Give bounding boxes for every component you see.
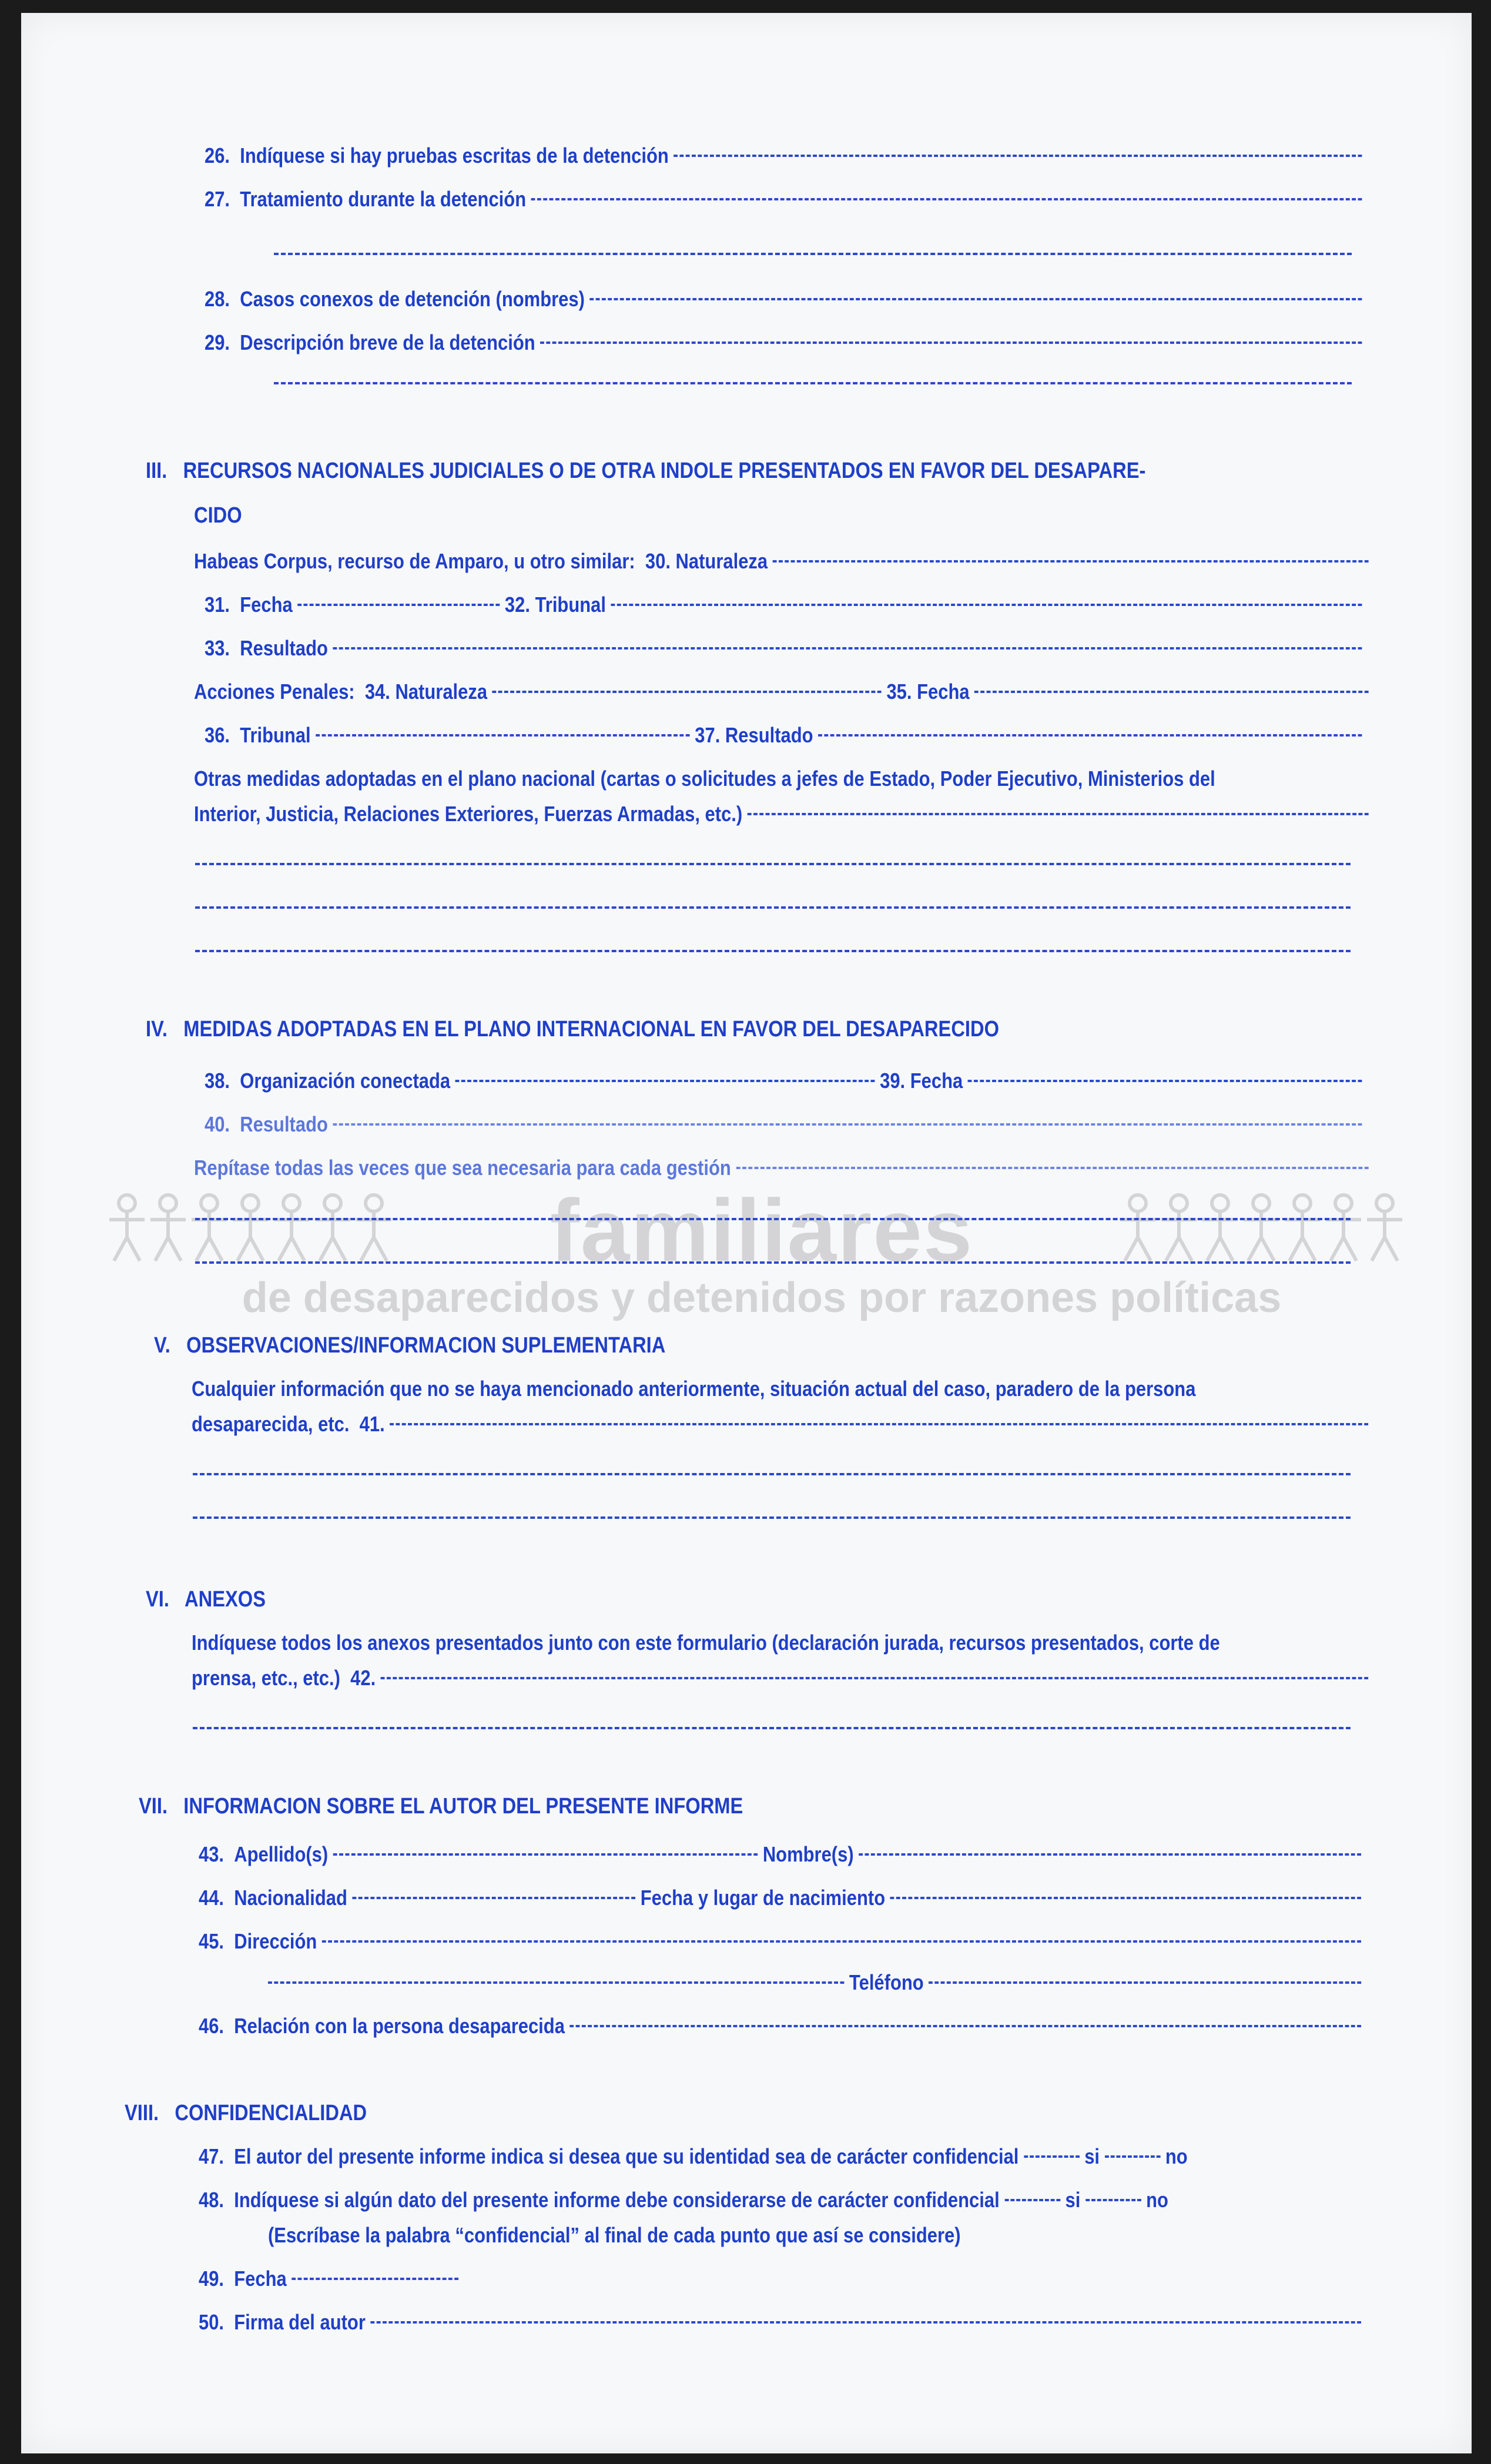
no-answer-line[interactable] (1085, 2199, 1141, 2201)
no-answer-line[interactable] (1105, 2155, 1161, 2158)
field-45[interactable] (199, 1929, 1366, 1954)
field-number: 27. (205, 187, 230, 211)
field-38-39[interactable] (205, 1069, 1367, 1093)
field-number: 50. (199, 2310, 225, 2334)
form-sheet (21, 13, 1472, 2453)
field-47[interactable] (199, 2144, 1366, 2169)
field-label-39: 39. Fecha (880, 1069, 963, 1093)
answer-line[interactable] (455, 1080, 875, 1082)
answer-line-v-b[interactable] (193, 1473, 1351, 1475)
answer-line-29b[interactable] (274, 382, 1352, 384)
answer-line[interactable] (773, 560, 1369, 563)
watermark (103, 1180, 1420, 1333)
answer-line-vi-b[interactable] (193, 1727, 1351, 1729)
field-label-37: 37. Resultado (695, 723, 813, 747)
answer-line[interactable] (748, 813, 1369, 815)
field-26[interactable] (205, 143, 1367, 168)
answer-line-otras-d[interactable] (195, 950, 1351, 952)
field-48[interactable] (199, 2188, 1366, 2212)
section-number: V. (154, 1333, 170, 1358)
si-answer-line[interactable] (1024, 2155, 1080, 2158)
field-number: 40. (205, 1112, 230, 1136)
cualquier-text-1: Cualquier información que no se haya mencionado anteriormente, situación actual del caso, paradero de la persona (192, 1377, 1196, 1401)
field-label: Indíquese si hay pruebas escritas de la detención (240, 143, 669, 168)
field-number: 26. (205, 143, 230, 168)
field-number: 44. (199, 1886, 225, 1910)
answer-line[interactable] (540, 342, 1362, 344)
field-46[interactable] (199, 2014, 1366, 2038)
answer-line[interactable] (381, 1677, 1368, 1679)
field-label: Dirección (234, 1929, 317, 1953)
anexos-text-2: prensa, etc., etc.) (192, 1666, 340, 1690)
answer-line[interactable] (492, 691, 882, 693)
field-label: Descripción breve de la detención (240, 330, 535, 354)
field-label: Firma del autor (234, 2310, 366, 2334)
answer-line[interactable] (818, 734, 1362, 736)
answer-line-otras-b[interactable] (195, 863, 1351, 865)
field-label: Organización conectada (240, 1069, 451, 1093)
answer-line[interactable] (736, 1167, 1368, 1169)
section-title: CONFIDENCIALIDAD (175, 2101, 367, 2125)
field-36-37[interactable] (205, 723, 1367, 748)
field-label-2: Nombre(s) (762, 1842, 854, 1866)
otras-medidas-field[interactable] (194, 802, 1373, 826)
field-label: Relación con la persona desaparecida (234, 2014, 565, 2038)
field-label: Casos conexos de detención (nombres) (240, 287, 585, 311)
section-number: VIII. (125, 2101, 159, 2125)
field-42[interactable] (192, 1666, 1373, 1690)
field-label: 41. (359, 1412, 385, 1436)
answer-line[interactable] (353, 1897, 636, 1899)
otras-medidas-text-1: Otras medidas adoptadas en el plano nacional (cartas o solicitudes a jefes de Estado, Poder Ejecutivo, Ministerios del (194, 766, 1215, 791)
field-number: 45. (199, 1929, 225, 1953)
section-number: III. (146, 458, 167, 483)
field-label: Tratamiento durante la detención (240, 187, 527, 211)
section-title: OBSERVACIONES/INFORMACION SUPLEMENTARIA (186, 1333, 666, 1358)
answer-line-27b[interactable] (274, 253, 1352, 255)
field-29[interactable] (205, 330, 1367, 355)
field-45-telefono[interactable] (268, 1970, 1366, 1995)
answer-line[interactable] (531, 198, 1362, 200)
section-vi-heading (146, 1587, 266, 1612)
watermark-title: familiares (550, 1181, 974, 1280)
section-number: IV. (146, 1017, 167, 1042)
si-answer-line[interactable] (1004, 2199, 1060, 2201)
field-number: 29. (205, 330, 230, 354)
answer-line[interactable] (316, 734, 689, 736)
section-v-heading (154, 1333, 665, 1358)
repitase-label: Repítase todas las veces que sea necesaria para cada gestión (194, 1156, 731, 1180)
anexos-text-1: Indíquese todos los anexos presentados junto con este formulario (declaración jurada, recursos presentados, corte de (192, 1631, 1220, 1655)
answer-line[interactable] (968, 1080, 1362, 1082)
field-label-32: 32. Tribunal (504, 592, 606, 617)
field-number: 38. (205, 1069, 230, 1093)
answer-line[interactable] (929, 1981, 1361, 1984)
answer-line[interactable] (974, 691, 1368, 693)
field-28[interactable] (205, 287, 1367, 312)
field-label: 30. Naturaleza (645, 549, 768, 573)
field-48-note: (Escríbase la palabra “confidencial” al final de cada punto que así se considere) (268, 2223, 961, 2247)
field-27[interactable] (205, 187, 1367, 212)
watermark-subtitle: de desaparecidos y detenidos por razones políticas (242, 1274, 1282, 1321)
field-label: Apellido(s) (234, 1842, 329, 1866)
section-number: VI. (146, 1587, 169, 1612)
field-43[interactable] (199, 1842, 1366, 1867)
field-number: 49. (199, 2267, 225, 2291)
field-30[interactable] (194, 549, 1373, 574)
repitase-field[interactable] (194, 1156, 1373, 1180)
section-iii-heading (146, 458, 1145, 484)
section-iv-heading (146, 1017, 999, 1042)
field-label-35: 35. Fecha (886, 679, 970, 704)
section-title: MEDIDAS ADOPTADAS EN EL PLANO INTERNACIONAL EN FAVOR DEL DESAPARECIDO (183, 1017, 1000, 1042)
habeas-label: Habeas Corpus, recurso de Amparo, u otro similar: (194, 549, 635, 573)
answer-line[interactable] (890, 1897, 1361, 1899)
answer-line[interactable] (333, 1123, 1362, 1126)
si-label: si (1084, 2144, 1100, 2168)
answer-line-iv-c[interactable] (195, 1261, 1351, 1264)
field-label: Indíquese si algún dato del presente informe debe considerarse de carácter confidencial (234, 2188, 1000, 2212)
field-number: 36. (205, 723, 230, 747)
field-34-35[interactable] (194, 679, 1373, 704)
field-50[interactable] (199, 2310, 1366, 2335)
field-40[interactable] (205, 1112, 1367, 1137)
section-number: VII. (139, 1794, 168, 1819)
field-44[interactable] (199, 1886, 1366, 1910)
answer-line[interactable] (674, 155, 1362, 157)
section-title: ANEXOS (184, 1587, 266, 1612)
field-49[interactable] (199, 2267, 464, 2291)
answer-line[interactable] (570, 2025, 1361, 2027)
field-31-32[interactable] (205, 592, 1367, 617)
answer-line[interactable] (297, 604, 500, 606)
answer-line[interactable] (859, 1853, 1361, 1856)
field-label: Fecha (234, 2267, 287, 2291)
acciones-label: Acciones Penales: (194, 679, 355, 704)
field-41[interactable] (192, 1412, 1373, 1437)
answer-line[interactable] (390, 1423, 1368, 1425)
no-label: no (1165, 2144, 1188, 2168)
field-number: 28. (205, 287, 230, 311)
field-label: Resultado (240, 636, 328, 660)
cualquier-text-2: desaparecida, etc. (192, 1412, 350, 1436)
field-label: Resultado (240, 1112, 328, 1136)
answer-line[interactable] (322, 1940, 1361, 1943)
field-label-2: Teléfono (849, 1970, 924, 1994)
field-label-34: 34. Naturaleza (364, 679, 488, 704)
section-iii-heading-cont: CIDO (194, 503, 242, 528)
no-label: no (1146, 2188, 1168, 2212)
field-number: 46. (199, 2014, 225, 2038)
otras-medidas-text-2: Interior, Justicia, Relaciones Exteriores, Fuerzas Armadas, etc.) (194, 802, 743, 826)
field-number: 43. (199, 1842, 225, 1866)
field-number: 48. (199, 2188, 225, 2212)
paper-chain-figures-right-icon (1114, 1190, 1420, 1267)
answer-line[interactable] (611, 604, 1362, 606)
answer-line[interactable] (268, 1981, 844, 1984)
field-33[interactable] (205, 636, 1367, 661)
section-title: INFORMACION SOBRE EL AUTOR DEL PRESENTE INFORME (183, 1794, 743, 1819)
si-label: si (1065, 2188, 1081, 2212)
field-label: El autor del presente informe indica si desea que su identidad sea de carácter confidencial (234, 2144, 1019, 2168)
section-title: RECURSOS NACIONALES JUDICIALES O DE OTRA INDOLE PRESENTADOS EN FAVOR DEL DESAPARE- (183, 458, 1146, 483)
field-label-2: Fecha y lugar de nacimiento (640, 1886, 886, 1910)
field-number: 47. (199, 2144, 225, 2168)
answer-line[interactable] (371, 2321, 1361, 2324)
answer-line-iv-b[interactable] (195, 1218, 1351, 1220)
answer-line[interactable] (590, 298, 1362, 300)
field-number: 33. (205, 636, 230, 660)
field-label: 42. (350, 1666, 376, 1690)
answer-line[interactable] (292, 2278, 458, 2280)
field-number: 31. (205, 592, 230, 617)
field-label: Fecha (240, 592, 293, 617)
section-vii-heading (139, 1794, 743, 1819)
answer-line[interactable] (333, 1853, 758, 1856)
answer-line-v-c[interactable] (193, 1516, 1351, 1519)
answer-line[interactable] (333, 647, 1362, 650)
answer-line-otras-c[interactable] (195, 906, 1351, 909)
field-label: Nacionalidad (234, 1886, 347, 1910)
section-viii-heading (125, 2101, 367, 2126)
field-label: Tribunal (240, 723, 311, 747)
